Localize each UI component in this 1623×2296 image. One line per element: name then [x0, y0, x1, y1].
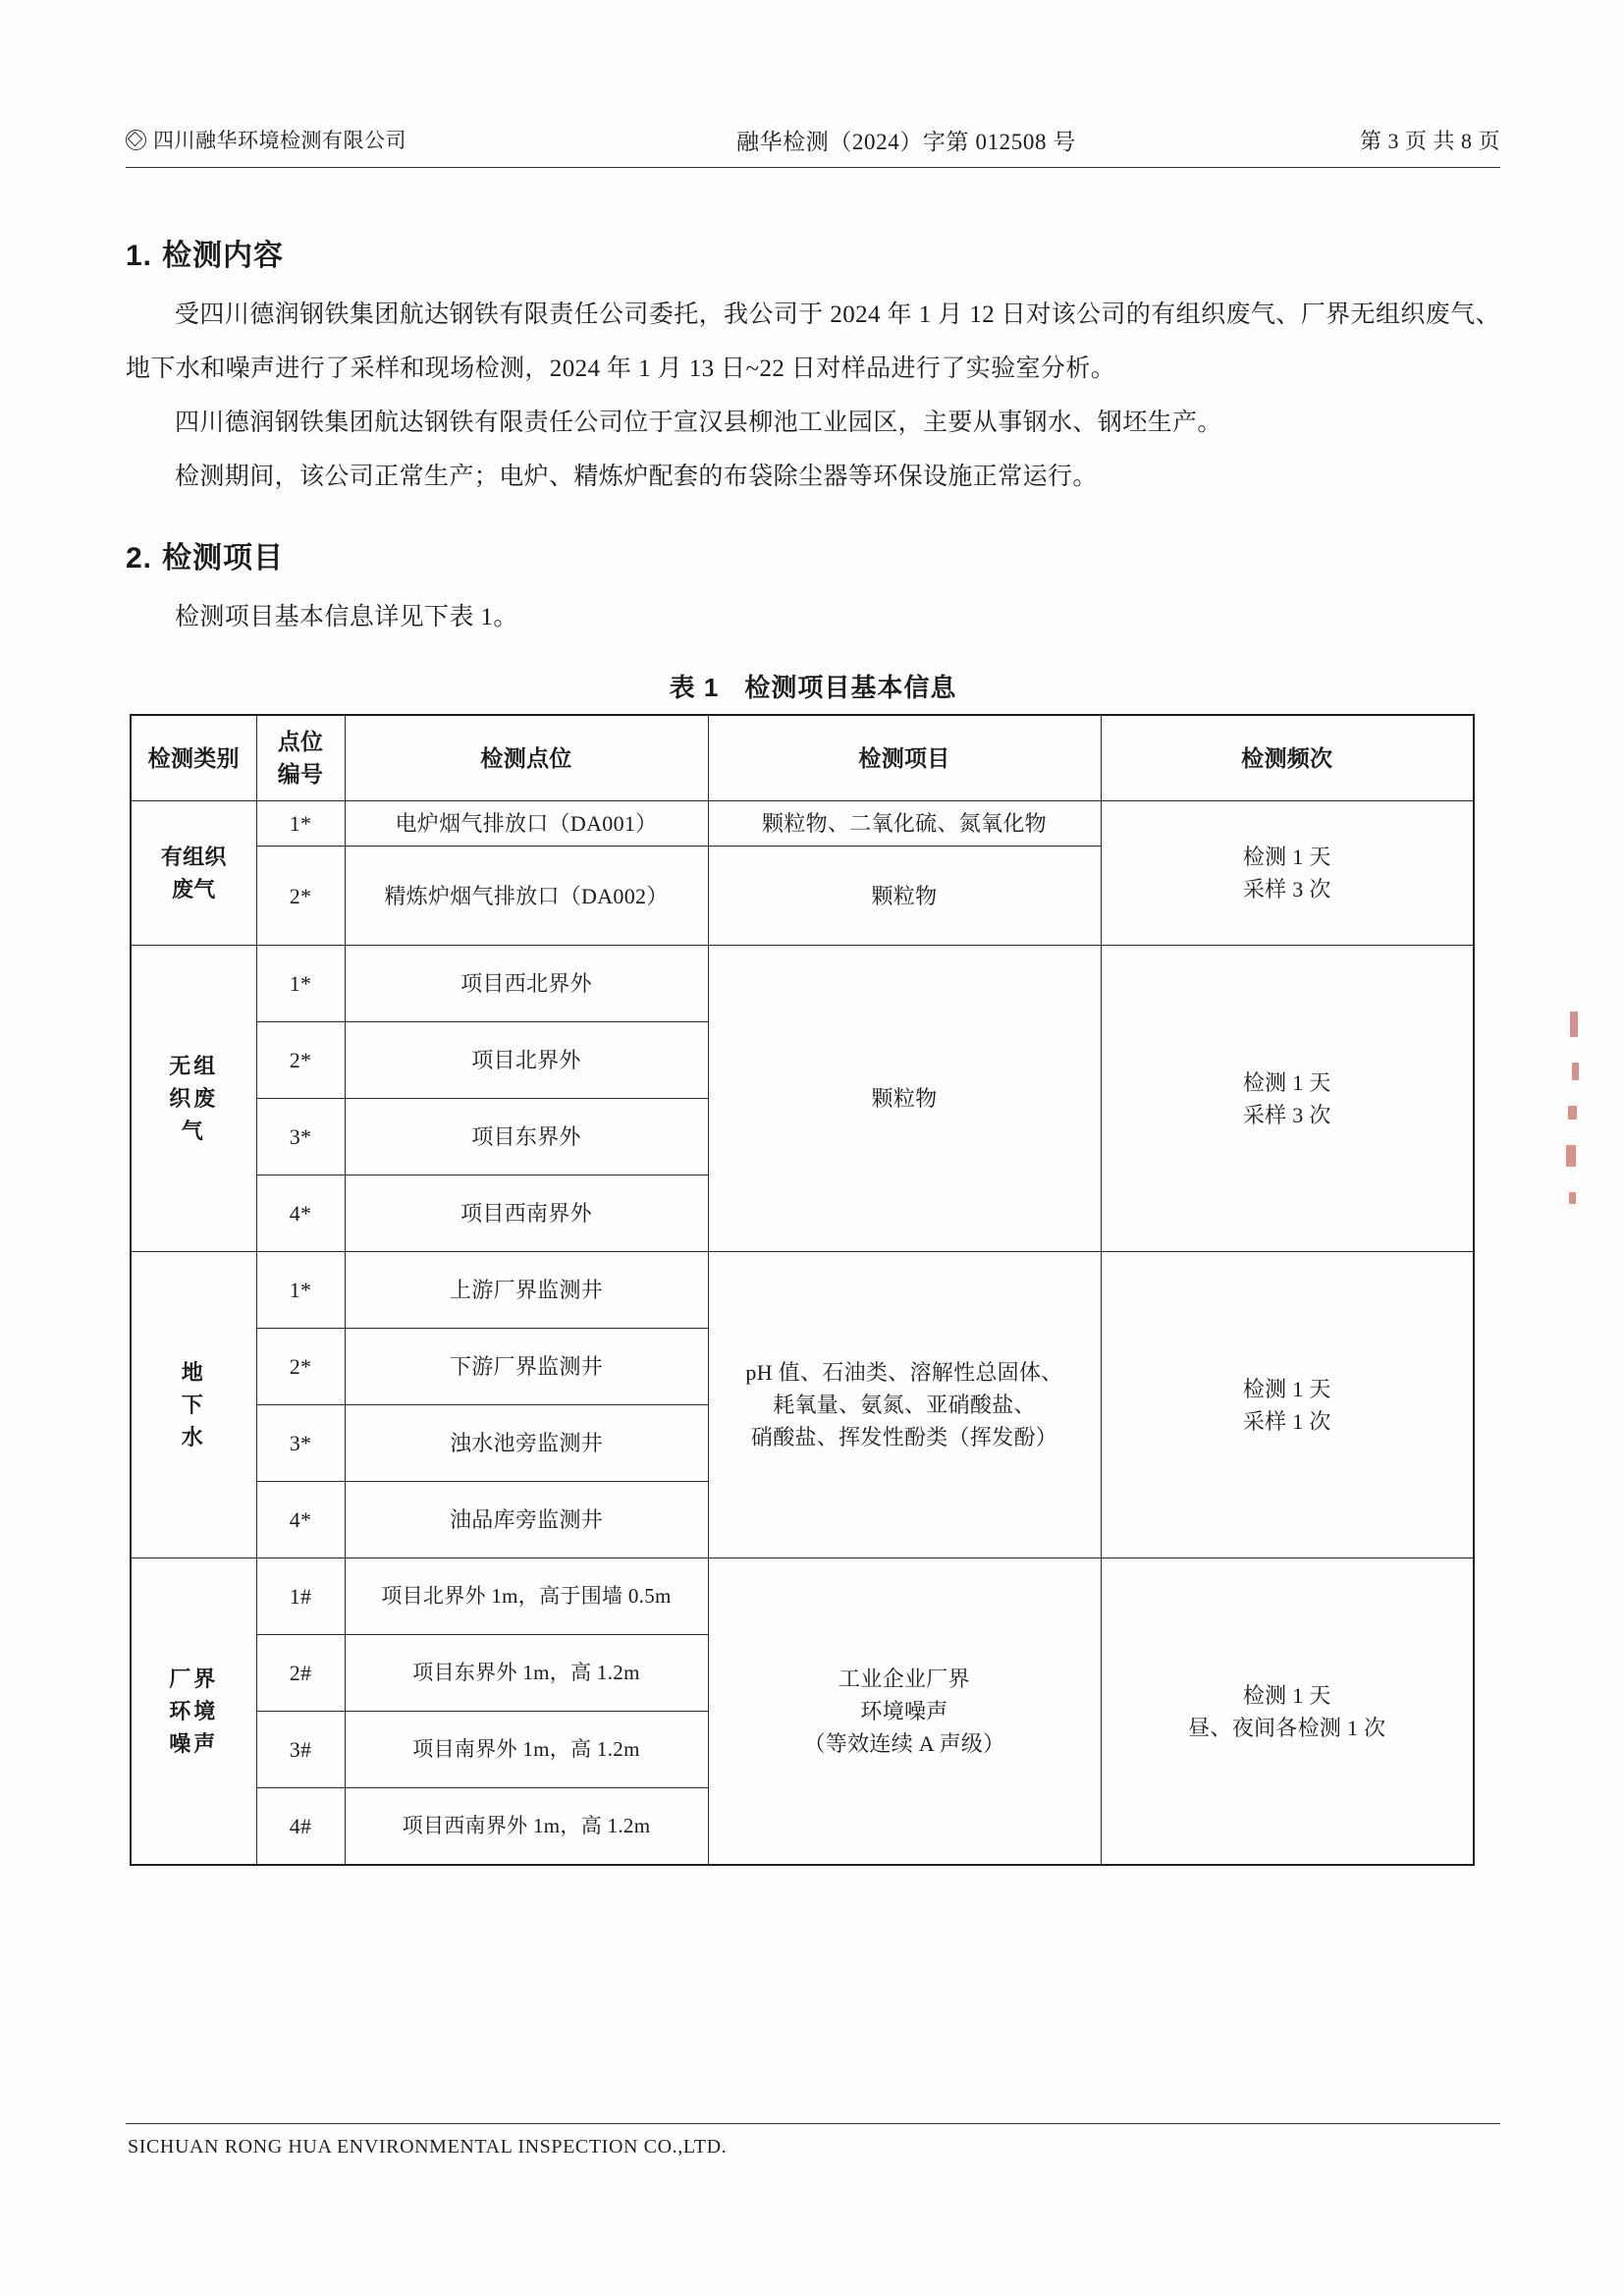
cell-point: 项目东界外 1m，高 1.2m	[345, 1635, 708, 1712]
cell-point: 项目西南界外 1m，高 1.2m	[345, 1788, 708, 1866]
table-row	[131, 1558, 1474, 1635]
cell-frequency-0: 检测 1 天 采样 3 次	[1101, 801, 1474, 946]
stamp-residue-marks	[1560, 1011, 1599, 1306]
table-caption	[126, 668, 1500, 704]
cell-items-shared-2: pH 值、石油类、溶解性总固体、 耗氧量、氨氮、亚硝酸盐、 硝酸盐、挥发性酚类（挥发酚）	[708, 1252, 1101, 1558]
col-header-items: 检测项目	[708, 715, 1101, 801]
section-heading-1	[126, 231, 1500, 274]
cell-items-shared-1: 颗粒物	[708, 946, 1101, 1252]
stamp-mark	[1570, 1011, 1578, 1037]
section-title-2: 检测项目	[162, 542, 285, 574]
inspection-items-table	[130, 714, 1475, 1866]
cell-point-no: 3*	[256, 1099, 345, 1175]
cell-point-no: 1#	[256, 1558, 345, 1635]
cell-category-1: 无组 织废 气	[131, 946, 256, 1252]
col-header-point: 检测点位	[345, 715, 708, 801]
cell-point-no: 1*	[256, 946, 345, 1022]
header-divider	[126, 167, 1500, 168]
cell-point-no: 4*	[256, 1175, 345, 1252]
col-header-point-no: 点位 编号	[256, 715, 345, 801]
cell-point-no: 3*	[256, 1405, 345, 1482]
footer-company-en: SICHUAN RONG HUA ENVIRONMENTAL INSPECTION CO.,LTD.	[128, 2136, 728, 2158]
document-body	[126, 201, 1500, 1866]
cell-point-no: 2*	[256, 1022, 345, 1099]
section-heading-2	[126, 533, 1500, 576]
circle-diamond-logo-icon	[126, 130, 146, 150]
cell-items-shared-3: 工业企业厂界 环境噪声 （等效连续 A 声级）	[708, 1558, 1101, 1866]
cell-items: 颗粒物	[708, 847, 1101, 946]
cell-point-no: 2#	[256, 1635, 345, 1712]
cell-point-no: 2*	[256, 847, 345, 946]
cell-category-2: 地 下 水	[131, 1252, 256, 1558]
cell-point-no: 1*	[256, 801, 345, 847]
col-header-category: 检测类别	[131, 715, 256, 801]
cell-category-0: 有组织 废气	[131, 801, 256, 946]
cell-items: 颗粒物、二氧化硫、氮氧化物	[708, 801, 1101, 847]
page-header	[126, 118, 1500, 161]
cell-frequency-1: 检测 1 天 采样 3 次	[1101, 946, 1474, 1252]
cell-point: 项目西南界外	[345, 1175, 708, 1252]
cell-point: 项目西北界外	[345, 946, 708, 1022]
footer-divider	[126, 2123, 1500, 2124]
table-row	[131, 801, 1474, 847]
table-caption-label: 表 1	[669, 673, 720, 702]
cell-point: 项目北界外 1m，高于围墙 0.5m	[345, 1558, 708, 1635]
stamp-mark	[1568, 1106, 1577, 1120]
section-1-paragraph-3: 检测期间，该公司正常生产；电炉、精炼炉配套的布袋除尘器等环保设施正常运行。	[175, 464, 1098, 490]
cell-point: 上游厂界监测井	[345, 1252, 708, 1329]
cell-point: 项目南界外 1m，高 1.2m	[345, 1712, 708, 1788]
company-name: 四川融华环境检测有限公司	[153, 130, 406, 152]
section-2-paragraph-1: 检测项目基本信息详见下表 1。	[175, 604, 518, 630]
table-caption-title: 检测项目基本信息	[744, 673, 957, 702]
table-row	[131, 1252, 1474, 1329]
cell-point: 浊水池旁监测井	[345, 1405, 708, 1482]
cell-point: 精炼炉烟气排放口（DA002）	[345, 847, 708, 946]
section-title-1: 检测内容	[162, 240, 285, 272]
cell-point: 电炉烟气排放口（DA001）	[345, 801, 708, 847]
stamp-mark	[1566, 1145, 1576, 1167]
col-header-frequency: 检测频次	[1101, 715, 1474, 801]
section-number-2: 2.	[126, 542, 153, 574]
table-row	[131, 946, 1474, 1022]
cell-point-no: 2*	[256, 1329, 345, 1405]
cell-category-3: 厂界 环境 噪声	[131, 1558, 256, 1866]
cell-point-no: 4#	[256, 1788, 345, 1866]
section-1-paragraph-1: 受四川德润钢铁集团航达钢铁有限责任公司委托，我公司于 2024 年 1 月 12 日对该公司的有组织废气、厂界无组织废气、地下水和噪声进行了采样和现场检测，2024 年 1 月 13 日~22 日对样品进行了实验室分析。	[126, 301, 1500, 382]
cell-frequency-2: 检测 1 天 采样 1 次	[1101, 1252, 1474, 1558]
cell-point-no: 1*	[256, 1252, 345, 1329]
table-header-row	[131, 715, 1474, 801]
cell-point: 下游厂界监测井	[345, 1329, 708, 1405]
cell-point-no: 3#	[256, 1712, 345, 1788]
cell-point: 油品库旁监测井	[345, 1482, 708, 1558]
cell-point-no: 4*	[256, 1482, 345, 1558]
table-body	[131, 801, 1474, 1866]
stamp-mark	[1569, 1192, 1576, 1204]
cell-point: 项目东界外	[345, 1099, 708, 1175]
section-1-paragraph-2: 四川德润钢铁集团航达钢铁有限责任公司位于宣汉县柳池工业园区，主要从事钢水、钢坯生产。	[175, 410, 1222, 436]
page-number: 第 3 页 共 8 页	[1359, 128, 1500, 153]
report-number: 融华检测（2024）字第 012508 号	[735, 129, 1077, 154]
stamp-mark	[1572, 1063, 1579, 1080]
cell-point: 项目北界外	[345, 1022, 708, 1099]
company-identity	[126, 125, 548, 154]
section-number-1: 1.	[126, 240, 153, 272]
cell-frequency-3: 检测 1 天 昼、夜间各检测 1 次	[1101, 1558, 1474, 1866]
